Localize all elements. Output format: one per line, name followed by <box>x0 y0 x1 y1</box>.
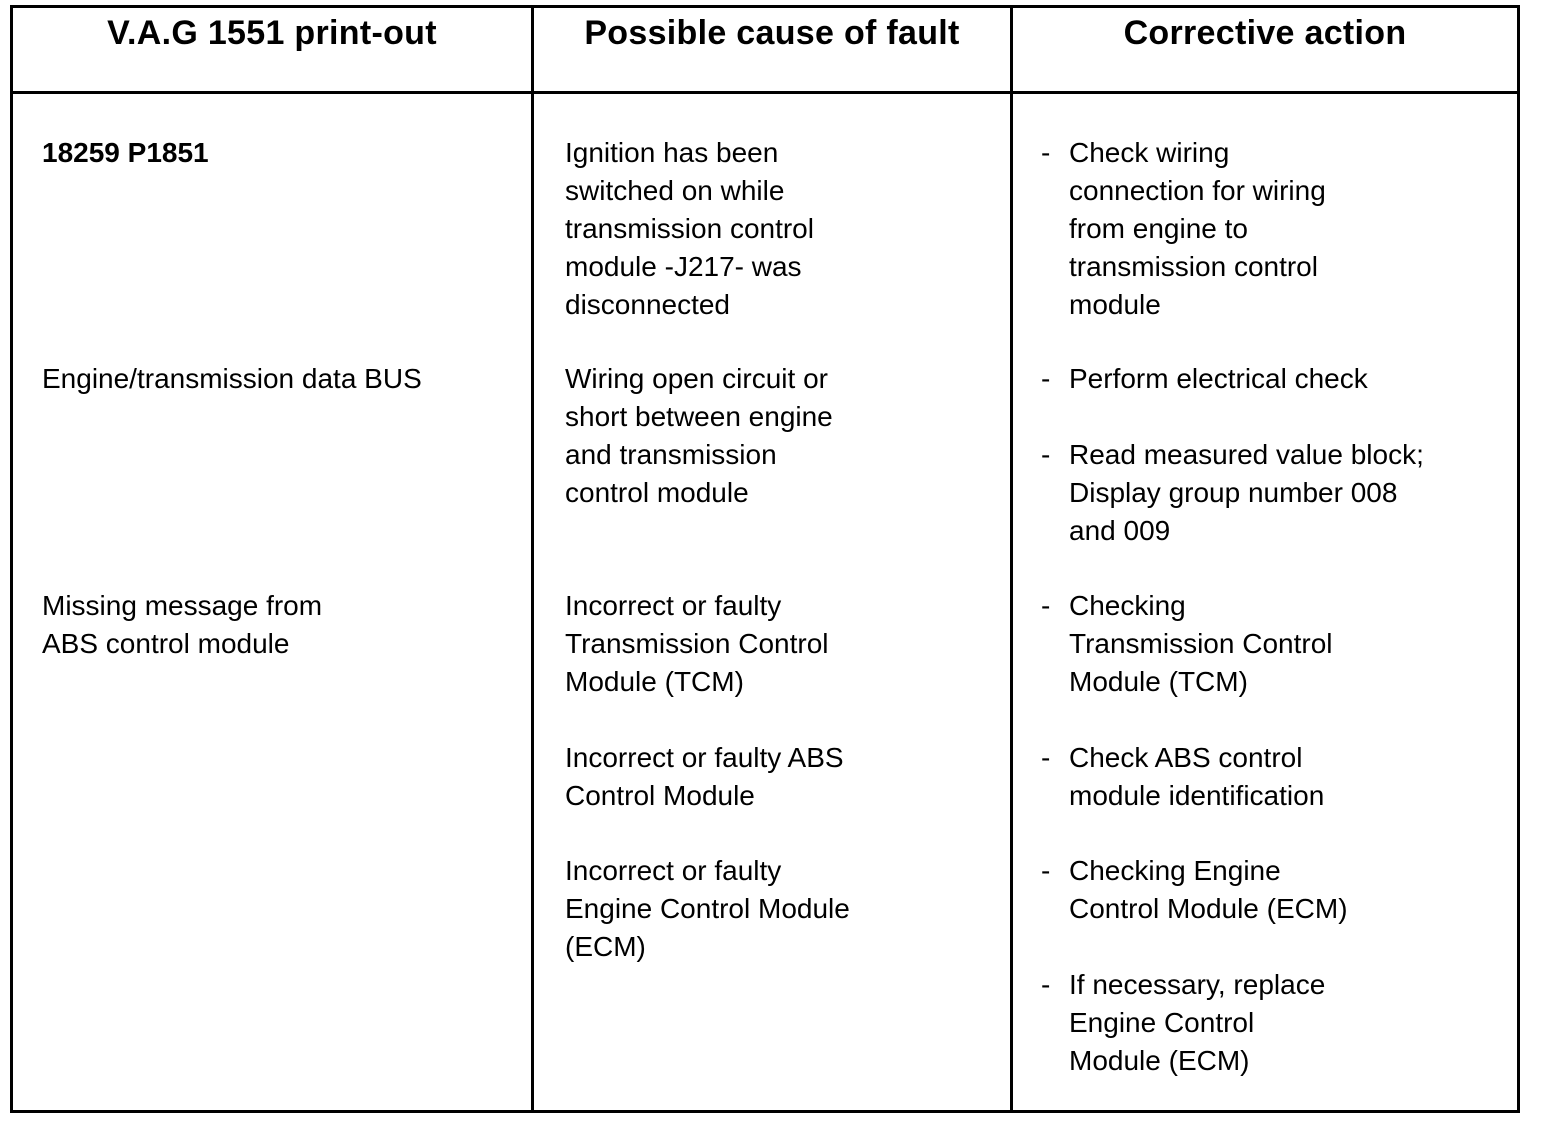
action-text: Check ABS control module identification <box>1069 742 1325 811</box>
cause-abs: Incorrect or faulty ABS Control Module <box>565 742 844 811</box>
action-text: Checking Engine Control Module (ECM) <box>1069 855 1348 924</box>
bullet-dash: - <box>1041 363 1051 394</box>
bullet-dash: - <box>1041 855 1051 886</box>
column-divider-1 <box>531 8 534 1110</box>
header-printout: V.A.G 1551 print-out <box>107 14 437 52</box>
action-text: Check wiring connection for wiring from engine to transmission control module <box>1069 137 1326 320</box>
bullet-dash: - <box>1041 137 1051 168</box>
fault-table <box>10 5 1520 1113</box>
missing-message-label: Missing message from ABS control module <box>42 590 323 659</box>
header-cause: Possible cause of fault <box>584 14 960 52</box>
engine-bus-label: Engine/transmission data BUS <box>42 363 422 394</box>
bullet-dash: - <box>1041 590 1051 621</box>
bullet-dash: - <box>1041 969 1051 1000</box>
fault-code: 18259 P1851 <box>42 137 209 168</box>
header-action: Corrective action <box>1123 14 1407 52</box>
column-divider-2 <box>1010 8 1013 1110</box>
action-text: If necessary, replace Engine Control Module (ECM) <box>1069 969 1326 1076</box>
cause-wiring: Wiring open circuit or short between engine and transmission control module <box>565 363 833 508</box>
cause-tcm: Incorrect or faulty Transmission Control Module (TCM) <box>565 590 829 697</box>
cause-ignition: Ignition has been switched on while transmission control module -J217- was disconnected <box>565 137 814 320</box>
cause-ecm: Incorrect or faulty Engine Control Module (ECM) <box>565 855 850 962</box>
action-text: Checking Transmission Control Module (TCM) <box>1069 590 1333 697</box>
bullet-dash: - <box>1041 439 1051 470</box>
bullet-dash: - <box>1041 742 1051 773</box>
action-text: Perform electrical check <box>1069 363 1368 394</box>
action-text: Read measured value block; Display group number 008 and 009 <box>1069 439 1424 546</box>
header-divider <box>13 91 1517 94</box>
